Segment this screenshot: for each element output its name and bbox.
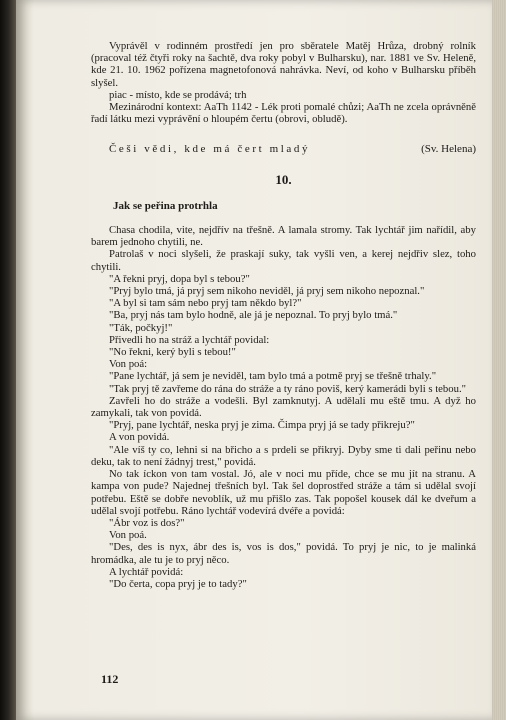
story-paragraph: Chasa chodila, vite, nejdřív na třešně. A lamala stromy. Tak lychtář jim nařídil, aby barem jednoho chytili, ne.	[91, 224, 476, 249]
note-paragraph: Vyprávěl v rodinném prostředí jen pro sběratele Matěj Hrůza, drobný rolník (pracoval též čtyři roky na šachtě, dva roky pobyl v Bulharsku), nar. 1881 ve Sv. Heleně, kde 21. 10. 1962 pořízena magnetofonová nahrávka. Neví, od koho v Bulharsku příběh slyšel.	[91, 40, 476, 89]
note-paragraph: Mezinárodní kontext: AaTh 1142 - Lék proti pomalé chůzi; AaTh ne zcela oprávněně řadí látku mezi vyprávění o hloupém čertu (obrovi, obludě).	[91, 101, 476, 126]
page-number: 112	[101, 672, 119, 686]
page-text	[91, 40, 476, 590]
story-paragraph: "Do čerta, copa pryj je to tady?"	[109, 577, 247, 590]
story-paragraph: Von poá.	[109, 529, 147, 542]
story-paragraph: Patrolaš v noci slyšeli, že praskají suky, tak vyšli ven, a kerej nejdřiv slez, toho chytili.	[91, 248, 476, 273]
book-page	[16, 0, 492, 720]
story-paragraph: "Ábr voz is dos?"	[109, 516, 185, 529]
story-paragraph: "Ale víš ty co, lehni si na břicho a s prdeli se přikryj. Dyby sme ti dali peřinu nebo deku, tak to není žádnyj trest," povidá.	[91, 443, 476, 468]
story-paragraph: Přivedli ho na stráž a lychtář povidal:	[109, 333, 270, 346]
story-paragraph: A lychtář povidá:	[109, 565, 184, 578]
story-paragraph: A von povidá.	[109, 431, 170, 444]
proverb-text: Češi vědi, kde má čert mladý	[109, 143, 311, 156]
note-paragraph: piac - místo, kde se prodává; trh	[109, 88, 247, 101]
story-paragraph: "Pryj bylo tmá, já pryj sem nikoho neviděl, já pryj sem nikoho nepoznal."	[109, 285, 425, 298]
story-paragraph: "Des, des is nyx, ábr des is, vos is dos," povidá. To pryj je nic, to je malinká hromádka, ale tu je to pryj něco.	[91, 541, 476, 566]
story-paragraph: "A byl si tam sám nebo pryj tam někdo byl?"	[109, 297, 302, 310]
proverb-line	[91, 143, 476, 155]
story-paragraph: "Tak pryj tě zavřeme do rána do stráže a ty ráno poviš, kerý kamerádi byli s tebou."	[109, 382, 466, 395]
story-paragraph: No tak íckon von tam vostal. Jó, ale v noci mu příde, chce se mu jít na stranu. A kampa von pude? Najednej třešních byl. Tak šel doprostřed stráže a tám si udělal svojí potřebu. Eště se dobře nevoblík, už mu přišlo zas. Tak popošel kousek dál ke dveřum a udělal svojí potřebu. Ráno lychtář vodevírá dvéře a povidá:	[91, 468, 476, 517]
page-edges	[492, 0, 506, 720]
story-paragraph: "Ba, pryj nás tam bylo hodně, ale já je nepoznal. To pryj bylo tmá."	[109, 309, 398, 322]
book-binding	[0, 0, 16, 720]
story-paragraph: Von poá:	[109, 358, 148, 371]
story-paragraph: "Ták, počkyj!"	[109, 321, 173, 334]
story-paragraph: "Pane lychtář, já sem je neviděl, tam bylo tmá a potmě pryj se třešně trhaly."	[109, 370, 437, 383]
story-paragraph: "A řekni pryj, dopa byl s tebou?"	[109, 272, 250, 285]
story-number: 10.	[275, 171, 292, 187]
story-paragraph: "No řekni, kerý byli s tebou!"	[109, 346, 236, 359]
story-title: Jak se peřina protrhla	[113, 199, 218, 212]
story-paragraph: "Pryj, pane lychtář, neska pryj je zima. Čimpa pryj já se tady přikreju?"	[109, 419, 415, 432]
proverb-source: (Sv. Helena)	[421, 143, 476, 156]
story-paragraph: Zavřeli ho do stráže a vodešli. Byl zamknutyj. A udělali mu eště tmu. A dyž ho zamykali, tak von povidá.	[91, 394, 476, 420]
